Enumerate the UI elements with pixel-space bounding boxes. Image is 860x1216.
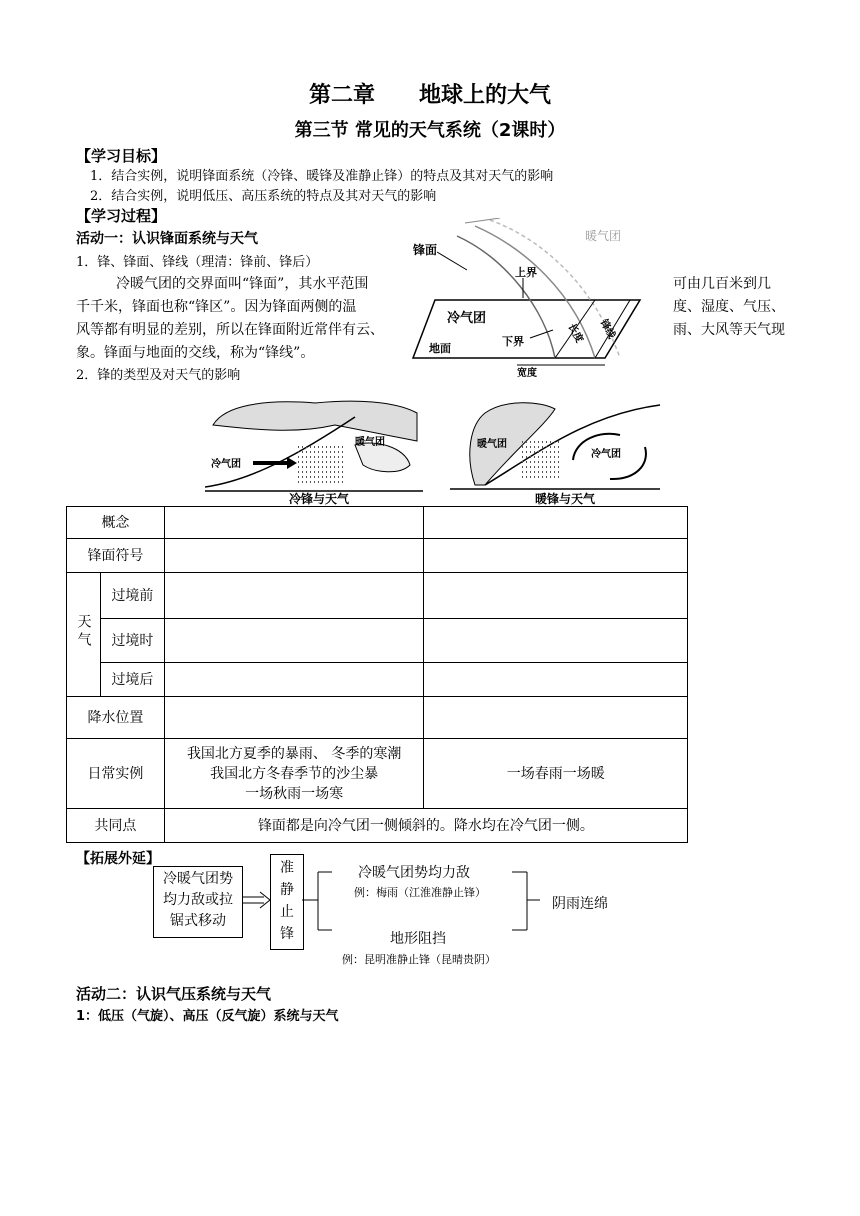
cell-cold-after	[164, 663, 424, 697]
cause-2: 地形阻挡	[390, 931, 446, 947]
stationary-char-3: 止	[280, 904, 294, 920]
label-ground: 地面	[429, 342, 451, 355]
objective-1: 1．结合实例，说明锋面系统（冷锋、暖锋及准静止锋）的特点及其对天气的影响	[90, 169, 554, 184]
warm-front-warm-label: 暖气团	[477, 439, 507, 450]
table-row	[67, 507, 688, 539]
front-top-edge	[465, 218, 500, 223]
row-label-before: 过境前	[100, 573, 164, 619]
sub2-title: 2．锋的类型及对天气的影响	[76, 368, 241, 383]
table-row	[67, 739, 688, 809]
label-lower: 下界	[502, 335, 524, 348]
table-row	[67, 539, 688, 573]
row-label-weather	[67, 573, 101, 697]
double-arrow	[240, 890, 274, 910]
cell-cold-precip	[164, 697, 424, 739]
cell-cold-examples	[164, 739, 424, 809]
para-line-2: 千千米，锋面也称“锋区”。因为锋面两侧的温	[76, 299, 357, 315]
row-label-during: 过境时	[100, 619, 164, 663]
result-text: 阴雨连绵	[552, 896, 608, 912]
label-front-line: 锋线	[597, 317, 617, 341]
cell-warm-during	[424, 619, 688, 663]
cold-example-1: 我国北方夏季的暴雨、 冬季的寒潮	[186, 745, 402, 762]
warm-front-figure	[445, 395, 665, 507]
cause-1: 冷暖气团势均力敌	[358, 865, 470, 881]
cell-cold-symbol	[164, 539, 424, 573]
cause-box	[153, 866, 243, 938]
stationary-front-box	[270, 854, 304, 950]
example-2: 例：昆明准静止锋（昆晴贵阴）	[342, 953, 496, 966]
table-row	[67, 619, 688, 663]
para-right-3: 雨、大风等天气现	[673, 322, 785, 338]
front-structure-diagram	[405, 218, 670, 378]
cold-front-caption: 冷锋与天气	[289, 492, 350, 506]
activity1-title: 活动一：认识锋面系统与天气	[76, 231, 258, 247]
label-warm-air: 暖气团	[585, 229, 622, 243]
cold-front-warm-label: 暖气团	[355, 437, 385, 448]
cold-front-cloud	[213, 401, 417, 441]
row-label-examples: 日常实例	[67, 739, 165, 809]
row-label-common: 共同点	[67, 809, 165, 843]
fronts-table	[66, 506, 688, 843]
label-front-surface: 锋面	[413, 243, 438, 257]
table-row	[67, 809, 688, 843]
weather-label: 天气	[75, 613, 92, 650]
cold-example-3: 一场秋雨一场寒	[245, 785, 344, 802]
cell-warm-symbol	[424, 539, 688, 573]
process-heading: 【学习过程】	[76, 207, 167, 225]
stationary-char-1: 准	[280, 860, 294, 876]
cell-warm-examples: 一场春雨一场暖	[424, 739, 688, 809]
para-right-1: 可由几百米到几	[673, 276, 771, 292]
front-surface-arrow	[437, 252, 467, 270]
para-right-2: 度、湿度、气压、	[673, 299, 785, 315]
chapter-title	[0, 78, 860, 109]
table-row	[67, 573, 688, 619]
cold-front-figure	[205, 395, 423, 507]
para-line-4: 象。锋面与地面的交线，称为“锋线”。	[76, 345, 315, 361]
cause-box-line-3: 锯式移动	[170, 913, 226, 929]
para-line-1: 冷暖气团的交界面叫“锋面”，其水平范围	[116, 276, 369, 292]
cell-warm-before	[424, 573, 688, 619]
cold-example-2: 我国北方冬春季节的沙尘暴	[210, 765, 379, 782]
cell-warm-precip	[424, 697, 688, 739]
chapter-number: 第二章	[308, 83, 375, 108]
row-label-after: 过境后	[100, 663, 164, 697]
warm-front-rain	[520, 440, 560, 480]
extension-heading: 【拓展外延】	[76, 851, 160, 867]
cell-warm-concept	[424, 507, 688, 539]
cold-front-rain	[295, 445, 345, 485]
warm-front-caption: 暖锋与天气	[535, 492, 596, 506]
label-cold-air: 冷气团	[447, 311, 487, 326]
table-row	[67, 663, 688, 697]
cold-front-cold-label: 冷气团	[211, 459, 241, 470]
label-upper: 上界	[515, 266, 537, 279]
cell-warm-after	[424, 663, 688, 697]
cause-box-line-1: 冷暖气团势	[163, 871, 233, 887]
objectives-heading: 【学习目标】	[76, 147, 167, 165]
sub1-title: 1．锋、锋面、锋线（理清：锋前、锋后）	[76, 255, 319, 270]
activity2-title: 活动二：认识气压系统与天气	[76, 985, 272, 1003]
cell-cold-during	[164, 619, 424, 663]
cell-cold-before	[164, 573, 424, 619]
activity2-sub: 1：低压（气旋）、高压（反气旋）系统与天气	[76, 1009, 339, 1024]
chapter-name: 地球上的大气	[419, 83, 552, 108]
stationary-char-4: 锋	[280, 926, 294, 942]
table-row	[67, 697, 688, 739]
cell-common: 锋面都是向冷气团一侧倾斜的。降水均在冷气团一侧。	[164, 809, 687, 843]
para-line-3: 风等都有明显的差别，所以在锋面附近常伴有云、	[76, 322, 384, 338]
example-1: 例：梅雨（江淮准静止锋）	[354, 886, 486, 899]
section-title: 第三节 常见的天气系统（2课时）	[294, 120, 566, 141]
objective-2: 2．结合实例，说明低压、高压系统的特点及其对天气的影响	[90, 189, 437, 204]
label-width: 宽度	[517, 368, 537, 378]
row-label-symbol: 锋面符号	[67, 539, 165, 573]
cause-box-line-2: 均力敌或拉	[163, 892, 233, 908]
label-length: 长度	[565, 321, 585, 345]
warm-front-cold-label: 冷气团	[591, 449, 621, 460]
stationary-char-2: 静	[280, 882, 294, 898]
row-label-concept: 概念	[67, 507, 165, 539]
row-label-precip: 降水位置	[67, 697, 165, 739]
cell-cold-concept	[164, 507, 424, 539]
